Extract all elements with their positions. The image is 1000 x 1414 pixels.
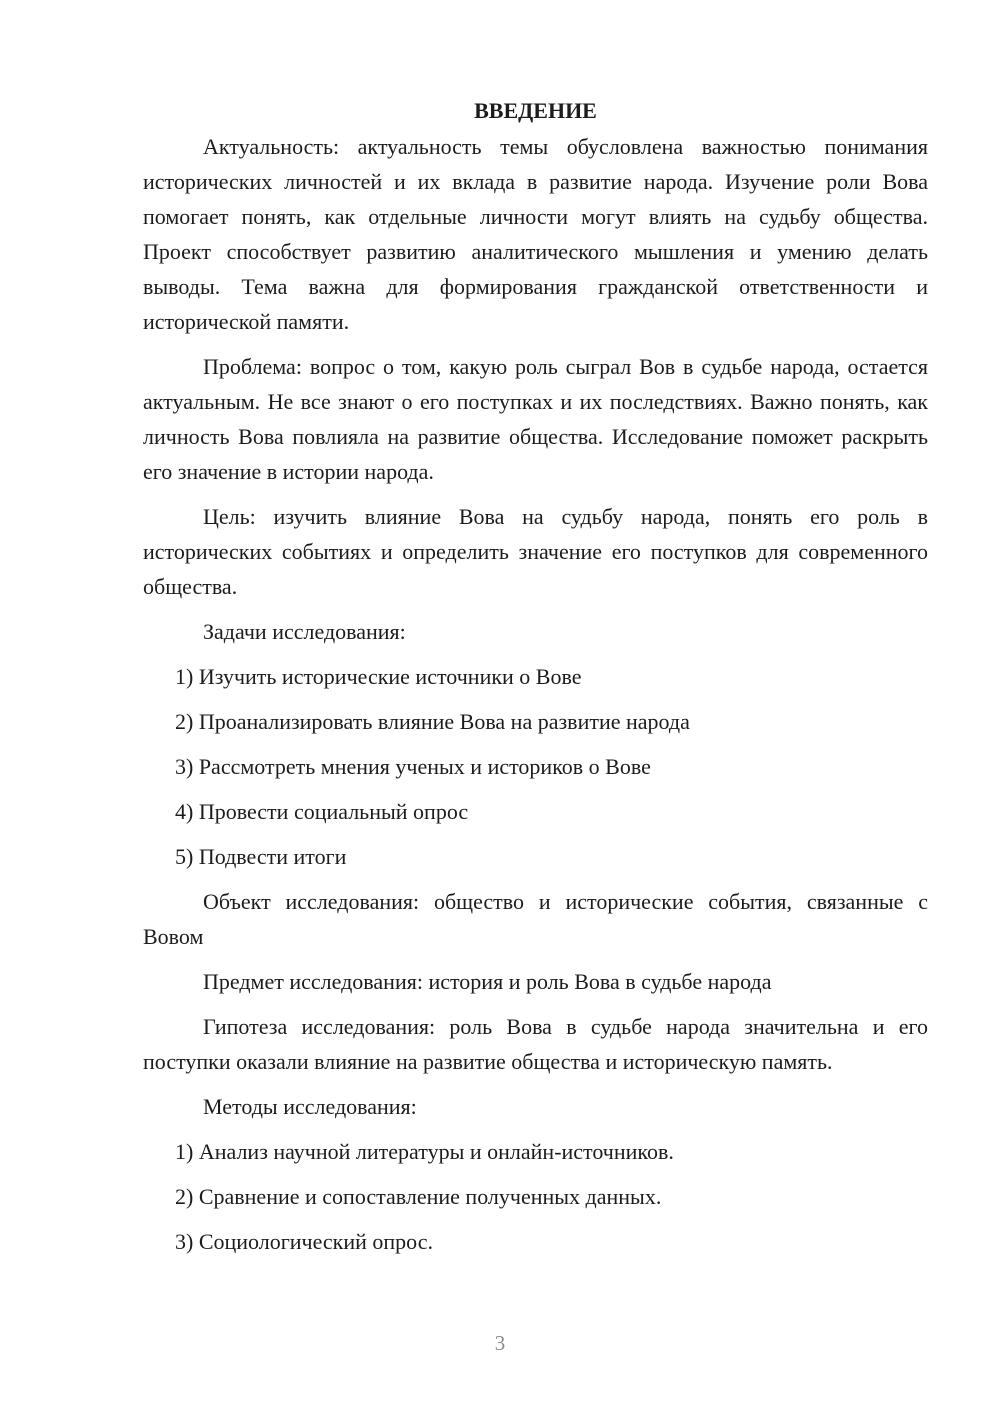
problem-paragraph: Проблема: вопрос о том, какую роль сыграл Вов в судьбе народа, остается актуальным. Не все знают о его поступках и их последствиях. Важно понять, как личность Вова повлияла на развитие общества. Исследование поможет раскрыть его значение в истории народа.: [143, 354, 928, 484]
document-page: [143, 93, 928, 1269]
list-item: 4) Провести социальный опрос: [175, 799, 469, 824]
subject-paragraph: Предмет исследования: история и роль Вова в судьбе народа: [203, 969, 772, 994]
list-item: 1) Анализ научной литературы и онлайн-источников.: [175, 1139, 674, 1164]
title-block: [143, 93, 928, 128]
tasks-list: [143, 659, 928, 874]
methods-list: [143, 1134, 928, 1259]
goal-paragraph: Цель: изучить влияние Вова на судьбу народа, понять его роль в исторических событиях и определить значение его поступков для современного общества.: [143, 504, 928, 599]
document-title: ВВЕДЕНИЕ: [474, 98, 597, 123]
page-number: 3: [494, 1331, 506, 1355]
list-item: 2) Сравнение и сопоставление полученных данных.: [175, 1184, 662, 1209]
list-item: 2) Проанализировать влияние Вова на развитие народа: [175, 709, 690, 734]
hypothesis-paragraph: Гипотеза исследования: роль Вова в судьбе народа значительна и его поступки оказали влияние на развитие общества и историческую память.: [143, 1014, 928, 1074]
list-item: 3) Социологический опрос.: [175, 1229, 433, 1254]
tasks-heading: Задачи исследования:: [203, 619, 406, 644]
object-paragraph: Объект исследования: общество и исторические события, связанные с Вовом: [143, 889, 928, 949]
list-item: 3) Рассмотреть мнения ученых и историков о Вове: [175, 754, 651, 779]
relevance-paragraph: Актуальность: актуальность темы обусловлена важностью понимания исторических личностей и их вклада в развитие народа. Изучение роли Вова помогает понять, как отдельные личности могут влиять на судьбу общества. Проект способствует развитию аналитического мышления и умению делать выводы. Тема важна для формирования гражданской ответственности и исторической памяти.: [143, 134, 928, 334]
methods-heading: Методы исследования:: [203, 1094, 417, 1119]
list-item: 5) Подвести итоги: [175, 844, 347, 869]
list-item: 1) Изучить исторические источники о Вове: [175, 664, 582, 689]
